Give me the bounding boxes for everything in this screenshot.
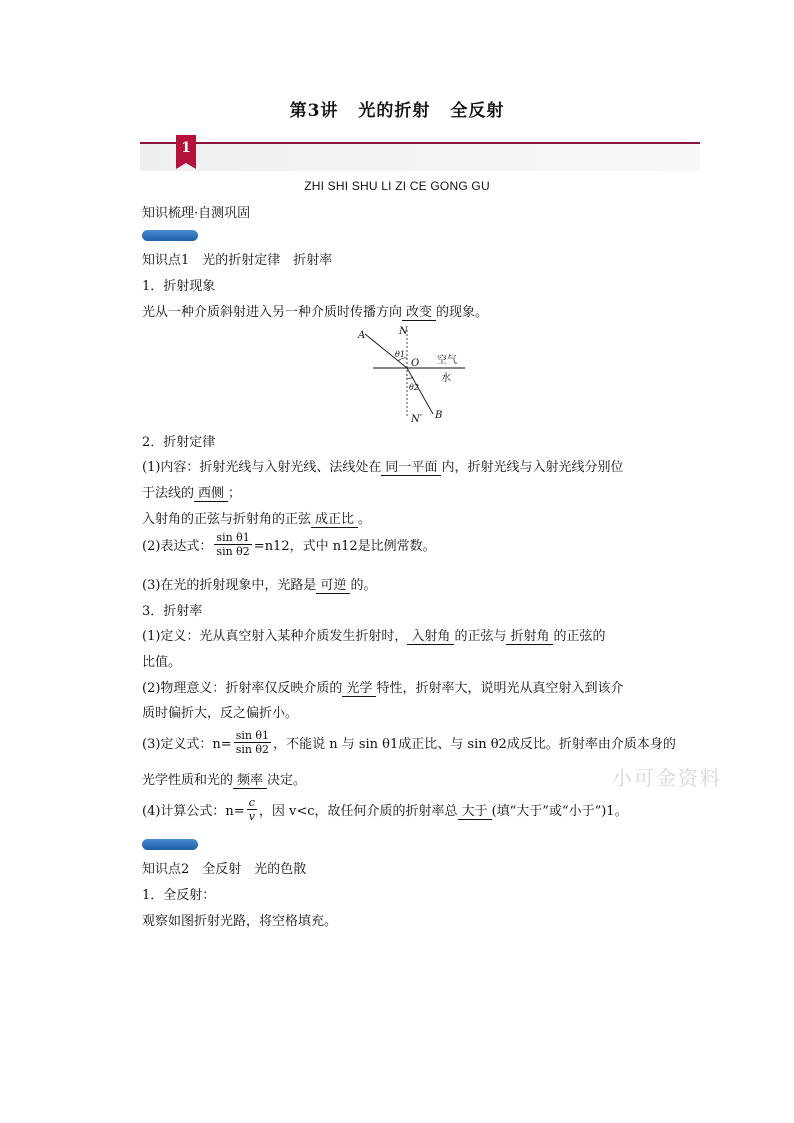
section-label: 知识梳理·自测巩固: [142, 206, 251, 221]
label-N: N: [399, 326, 408, 337]
fraction: $\frac{c}{v}$: [248, 796, 255, 823]
label-theta1: θ1: [395, 350, 405, 359]
kp1-s3-line7: (4)计算公式：n= $\frac{c}{v}$ ，因 v<c，故任何介质的折射率总 大于 (填“大于”或“小于”)1。: [142, 796, 628, 823]
kp1-s2-line3: 入射角的正弦与折射角的正弦 成正比 。: [142, 512, 372, 527]
label-O: O: [411, 358, 420, 369]
blank-answer: 光学: [342, 681, 376, 697]
blank-answer: 入射角: [407, 629, 454, 645]
refraction-diagram: [355, 322, 485, 426]
section-pinyin: ZHI SHI SHU LI ZI CE GONG GU: [304, 179, 490, 193]
kp1-s1-line: 光从一种介质斜射进入另一种介质时传播方向 改变 的现象。: [142, 305, 489, 320]
blank-answer: 大于: [458, 804, 492, 820]
section-number-badge: 1: [176, 135, 196, 163]
kp1-s3-title: 3．折射率: [142, 604, 203, 619]
blank-answer: 西侧: [194, 486, 228, 502]
kp1-s3-line2: 比值。: [142, 655, 182, 670]
section-divider: [140, 142, 700, 144]
kp1-s3-line4: 质时偏折大，反之偏折小。: [142, 706, 299, 721]
label-A: A: [358, 330, 366, 341]
blank-answer: 改变: [402, 305, 436, 321]
fraction: $\frac{\text{sin θ1}}{\text{sin θ2}}$: [216, 531, 250, 558]
kp2-pill-marker: [142, 839, 198, 850]
watermark: 小可金资料: [612, 766, 722, 790]
kp1-s3-line6: 光学性质和光的 频率 决定。: [142, 773, 307, 788]
kp1-s3-line5: (3)定义式：n= $\frac{\text{sin θ1}}{\text{sin θ2}}$ ，不能说 n 与 sin θ1成正比、与 sin θ2成反比。折射率由介质本身的: [142, 729, 676, 756]
section-band: [140, 143, 700, 171]
label-air: 空气: [437, 355, 457, 366]
kp1-heading: 知识点1 光的折射定律 折射率: [142, 253, 333, 268]
kp1-s2-line2: 于法线的 西侧 ；: [142, 486, 242, 501]
kp1-s2-line1: (1)内容：折射光线与入射光线、法线处在 同一平面 内，折射光线与入射光线分别位: [142, 460, 624, 475]
page-title: 第3讲 光的折射 全反射: [289, 101, 505, 121]
label-Nprime: N′: [411, 414, 423, 425]
label-theta2: θ2: [409, 383, 419, 392]
kp1-s2-line5: (3)在光的折射现象中，光路是 可逆 的。: [142, 578, 377, 593]
blank-answer: 成正比: [311, 512, 358, 528]
kp1-pill-marker: [142, 230, 198, 241]
label-water: 水: [441, 373, 451, 384]
kp2-heading: 知识点2 全反射 光的色散: [142, 862, 307, 877]
kp1-s2-line4: (2)表达式： $\frac{\text{sin θ1}}{\text{sin θ2}}$ =n12，式中 n12是比例常数。: [142, 531, 436, 558]
blank-answer: 频率: [233, 773, 267, 789]
blank-answer: 同一平面: [381, 460, 441, 476]
label-B: B: [435, 410, 443, 421]
fraction: $\frac{\text{sin θ1}}{\text{sin θ2}}$: [235, 729, 270, 756]
kp1-s1-title: 1．折射现象: [142, 279, 216, 294]
section-header-bar: [140, 140, 700, 174]
blank-answer: 可逆: [316, 578, 350, 594]
kp2-s1-title: 1．全反射：: [142, 888, 216, 903]
kp2-line1: 观察如图折射光路，将空格填充。: [142, 914, 338, 929]
kp1-s2-title: 2．折射定律: [142, 435, 216, 450]
kp1-s3-line3: (2)物理意义：折射率仅反映介质的 光学 特性，折射率大，说明光从真空射入到该介: [142, 681, 624, 696]
blank-answer: 折射角: [506, 629, 553, 645]
kp1-s3-line1: (1)定义：光从真空射入某种介质发生折射时， 入射角 的正弦与 折射角 的正弦的: [142, 629, 606, 644]
